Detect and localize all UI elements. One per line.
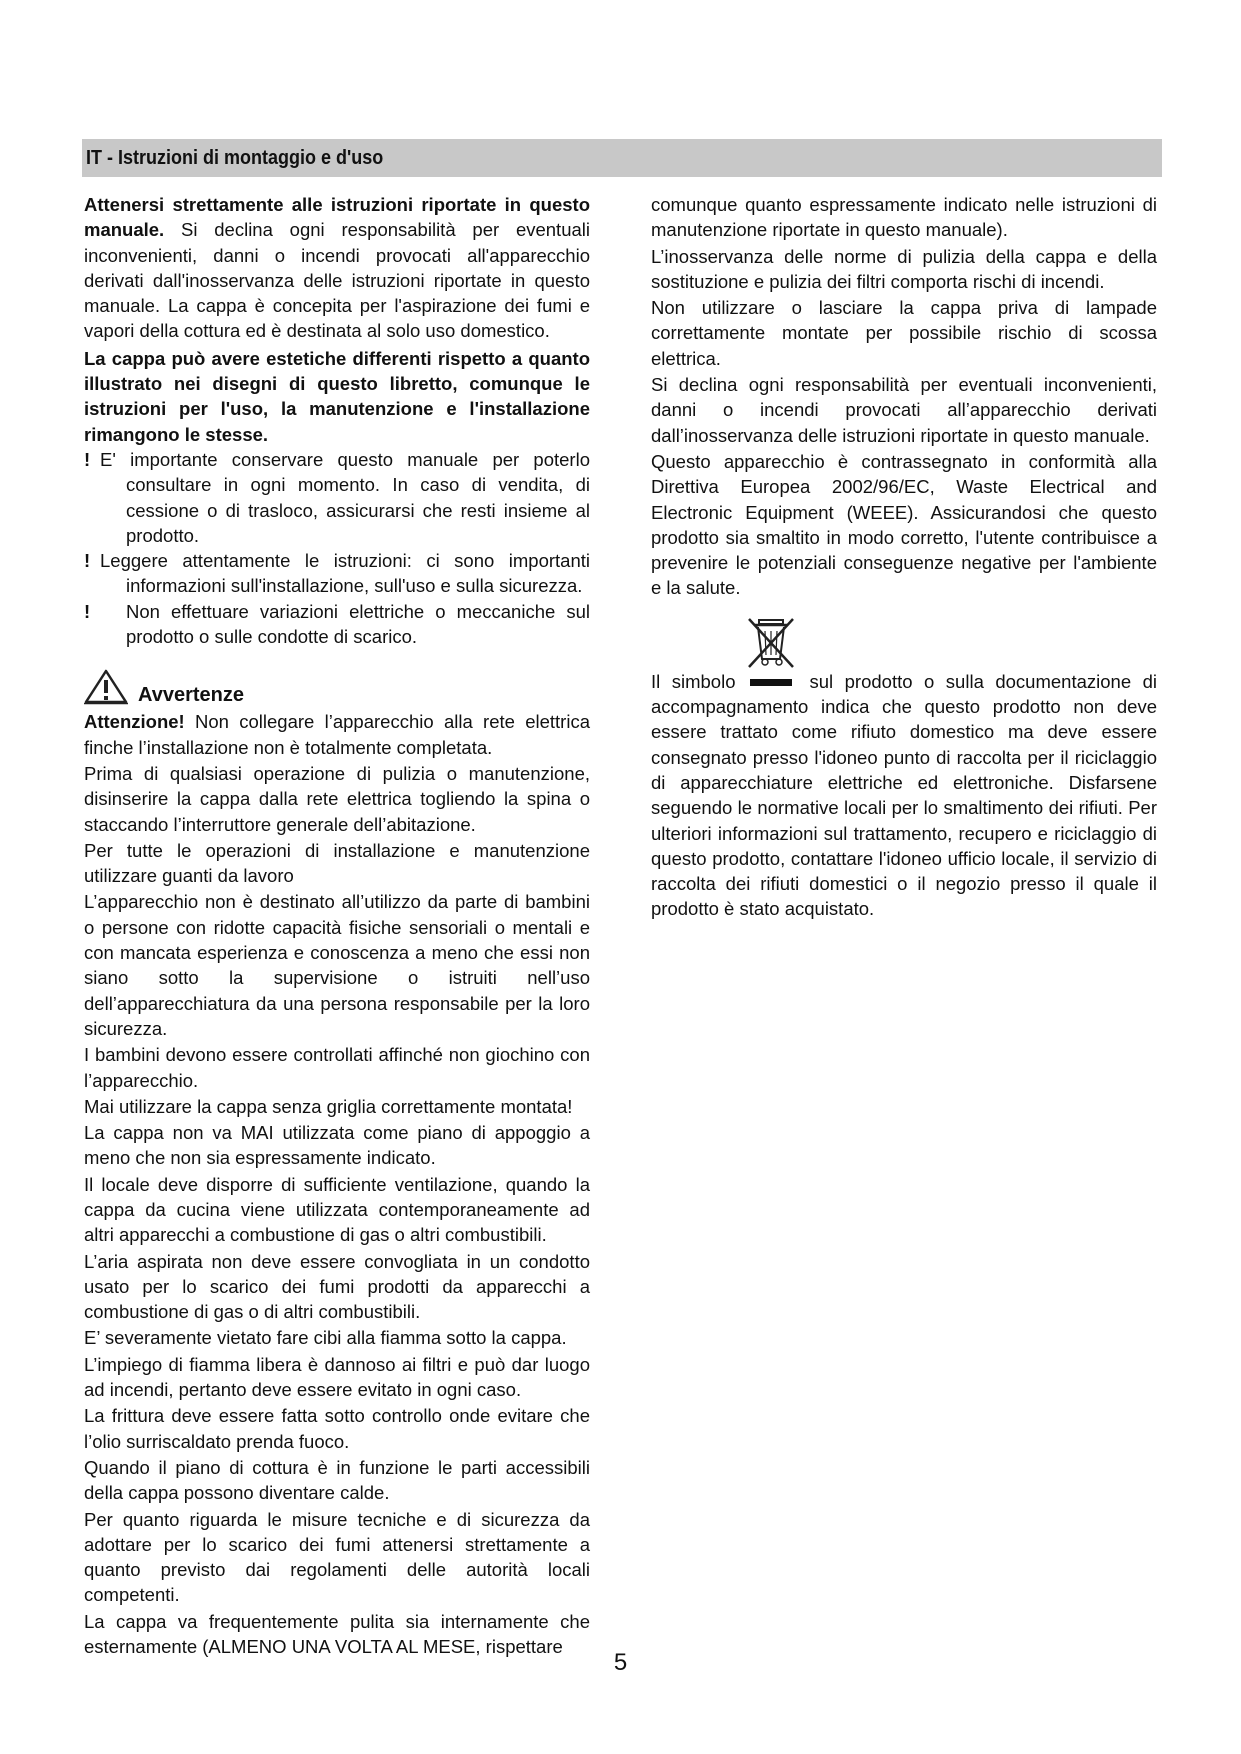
- intro-text: Si declina ogni responsabilità per eventuali inconvenienti, danni o incendi provocati all'apparecchio derivati dall'inosservanza delle istruzioni riportate in questo manuale. La cappa è concepita per l'aspirazione dei fumi e vapori della cottura ed è destinata al solo uso domestico.: [84, 219, 590, 342]
- section-header: [82, 139, 1162, 177]
- info-paragraph: Non utilizzare o lasciare la cappa priva di lampade correttamente montate per possibile rischio di scossa elettrica.: [651, 297, 1157, 369]
- page-number: 5: [613, 1649, 628, 1676]
- warning-paragraph: Per quanto riguarda le misure tecniche e di sicurezza da adottare per lo scarico dei fumi attenersi strettamente a quanto previsto dai regolamenti delle autorità locali competenti.: [84, 1508, 590, 1606]
- warning-paragraph: L’aria aspirata non deve essere convogliata in un condotto usato per lo scarico dei fumi prodotti da apparecchi a combustione di gas o di altri combustibili.: [84, 1250, 590, 1323]
- warning-paragraph: Per tutte le operazioni di installazione e manutenzione utilizzare guanti da lavoro: [84, 839, 590, 887]
- warning-paragraph: Prima di qualsiasi operazione di pulizia o manutenzione, disinserire la cappa dalla rete elettrica togliendo la spina o staccando l’interruttore generale dell’abitazione.: [84, 762, 590, 835]
- symbol-prefix: Il simbolo: [651, 670, 736, 692]
- warning-paragraph: Mai utilizzare la cappa senza griglia correttamente montata!: [84, 1095, 573, 1117]
- weee-symbol-block: [651, 615, 1157, 685]
- warning-paragraph: La frittura deve essere fatta sotto controllo onde evitare che l’olio surriscaldato prenda fuoco.: [84, 1405, 590, 1452]
- section-title: IT - Istruzioni di montaggio e d'uso: [86, 147, 384, 169]
- warnings-title: Avvertenze: [138, 684, 244, 707]
- attention-bold: Attenzione!: [84, 711, 185, 733]
- warning-paragraph: E’ severamente vietato fare cibi alla fiamma sotto la cappa.: [84, 1327, 567, 1349]
- warning-paragraph: La cappa non va MAI utilizzata come piano di appoggio a meno che non sia espressamente indicato.: [84, 1122, 590, 1169]
- info-paragraph: comunque quanto espressamente indicato nelle istruzioni di manutenzione riportate in questo manuale).: [651, 194, 1157, 241]
- list-item: [84, 548, 590, 599]
- design-note: La cappa può avere estetiche differenti rispetto a quanto illustrato nei disegni di questo libretto, comunque le istruzioni per l'uso, la manutenzione e l'installazione rimangono le stesse.: [84, 347, 590, 445]
- warning-paragraph: L’apparecchio non è destinato all’utilizzo da parte di bambini o persone con ridotte capacità fisiche sensoriali o mentali e con mancata esperienza e conoscenza a meno che essi non siano sotto la supervisione o istruiti nell’uso dell’apparecchiatura da una persona responsabile per la loro sicurezza.: [84, 891, 590, 1039]
- warning-paragraph: La cappa va frequentemente pulita sia internamente che esternamente (ALMENO UNA VOLTA AL MESE, rispettare: [84, 1610, 590, 1658]
- info-paragraph: L’inosservanza delle norme di pulizia della cappa e della sostituzione e pulizia dei filtri comporta rischi di incendi.: [651, 245, 1157, 292]
- list-item-text: Non effettuare variazioni elettriche o meccaniche sul prodotto o sulle condotte di scarico.: [126, 600, 590, 648]
- warning-paragraph: I bambini devono essere controllati affinché non giochino con l’apparecchio.: [84, 1044, 590, 1091]
- attention-paragraph: [84, 709, 590, 760]
- crossed-bin-icon: [745, 615, 797, 673]
- list-item-text: E' importante conservare questo manuale per poterlo consultare in ogni momento. In caso di vendita, di cessione o di trasloco, assicurarsi che resti insieme al prodotto.: [100, 448, 590, 546]
- info-paragraph: Si declina ogni responsabilità per eventuali inconvenienti, danni o incendi provocati all’apparecchio derivati dall’inosservanza delle istruzioni riportate in questo manuale.: [651, 374, 1157, 446]
- warning-paragraph: Quando il piano di cottura è in funzione le parti accessibili della cappa possono diventare calde.: [84, 1456, 590, 1504]
- symbol-text: sul prodotto o sulla documentazione di accompagnamento indica che questo prodotto non deve essere trattato come rifiuto domestico ma deve essere consegnato presso l'idoneo punto di raccolta per il riciclaggio di apparecchiature elettriche ed elettroniche. Disfarsene seguendo le normative locali per lo smaltimento dei rifiuti. Per ulteriori informazioni sul trattamento, recupero e riciclaggio di questo prodotto, contattare l'idoneo ufficio locale, il servizio di raccolta dei rifiuti domestici o il negozio presso il quale il prodotto è stato acquistato.: [651, 670, 1157, 920]
- right-column: [651, 192, 1157, 922]
- list-item: [84, 447, 590, 548]
- exclamation-icon: !: [84, 550, 91, 572]
- exclamation-icon: !: [84, 448, 91, 470]
- warning-paragraph: Il locale deve disporre di sufficiente ventilazione, quando la cappa da cucina viene utilizzata contemporaneamente ad altri apparecchi a combustione di gas o altri combustibili.: [84, 1173, 590, 1246]
- intro-bold: Attenersi strettamente alle istruzioni riportate in questo manuale.: [84, 194, 590, 241]
- left-column: [84, 192, 590, 1659]
- warning-triangle-icon: [84, 669, 128, 705]
- intro-paragraph: [84, 192, 590, 344]
- warnings-heading: [84, 669, 590, 709]
- list-item: [84, 599, 590, 650]
- weee-paragraph: [651, 669, 1157, 922]
- list-item-text: Leggere attentamente le istruzioni: ci sono importanti informazioni sull'installazione, sull'uso e sulla sicurezza.: [100, 550, 590, 597]
- exclamation-icon: !: [84, 600, 91, 622]
- attention-text: Non collegare l’apparecchio alla rete elettrica finche l’installazione non è totalmente completata.: [84, 711, 590, 758]
- info-paragraph: Questo apparecchio è contrassegnato in conformità alla Direttiva Europea 2002/96/EC, Waste Electrical and Electronic Equipment (WEEE). Assicurandosi che questo prodotto sia smaltito in modo corretto, l'utente contribuisce a prevenire le potenziali conseguenze negative per l'ambiente e la salute.: [651, 450, 1157, 599]
- warning-paragraph: L’impiego di fiamma libera è dannoso ai filtri e può dar luogo ad incendi, pertanto deve essere evitato in ogni caso.: [84, 1353, 590, 1401]
